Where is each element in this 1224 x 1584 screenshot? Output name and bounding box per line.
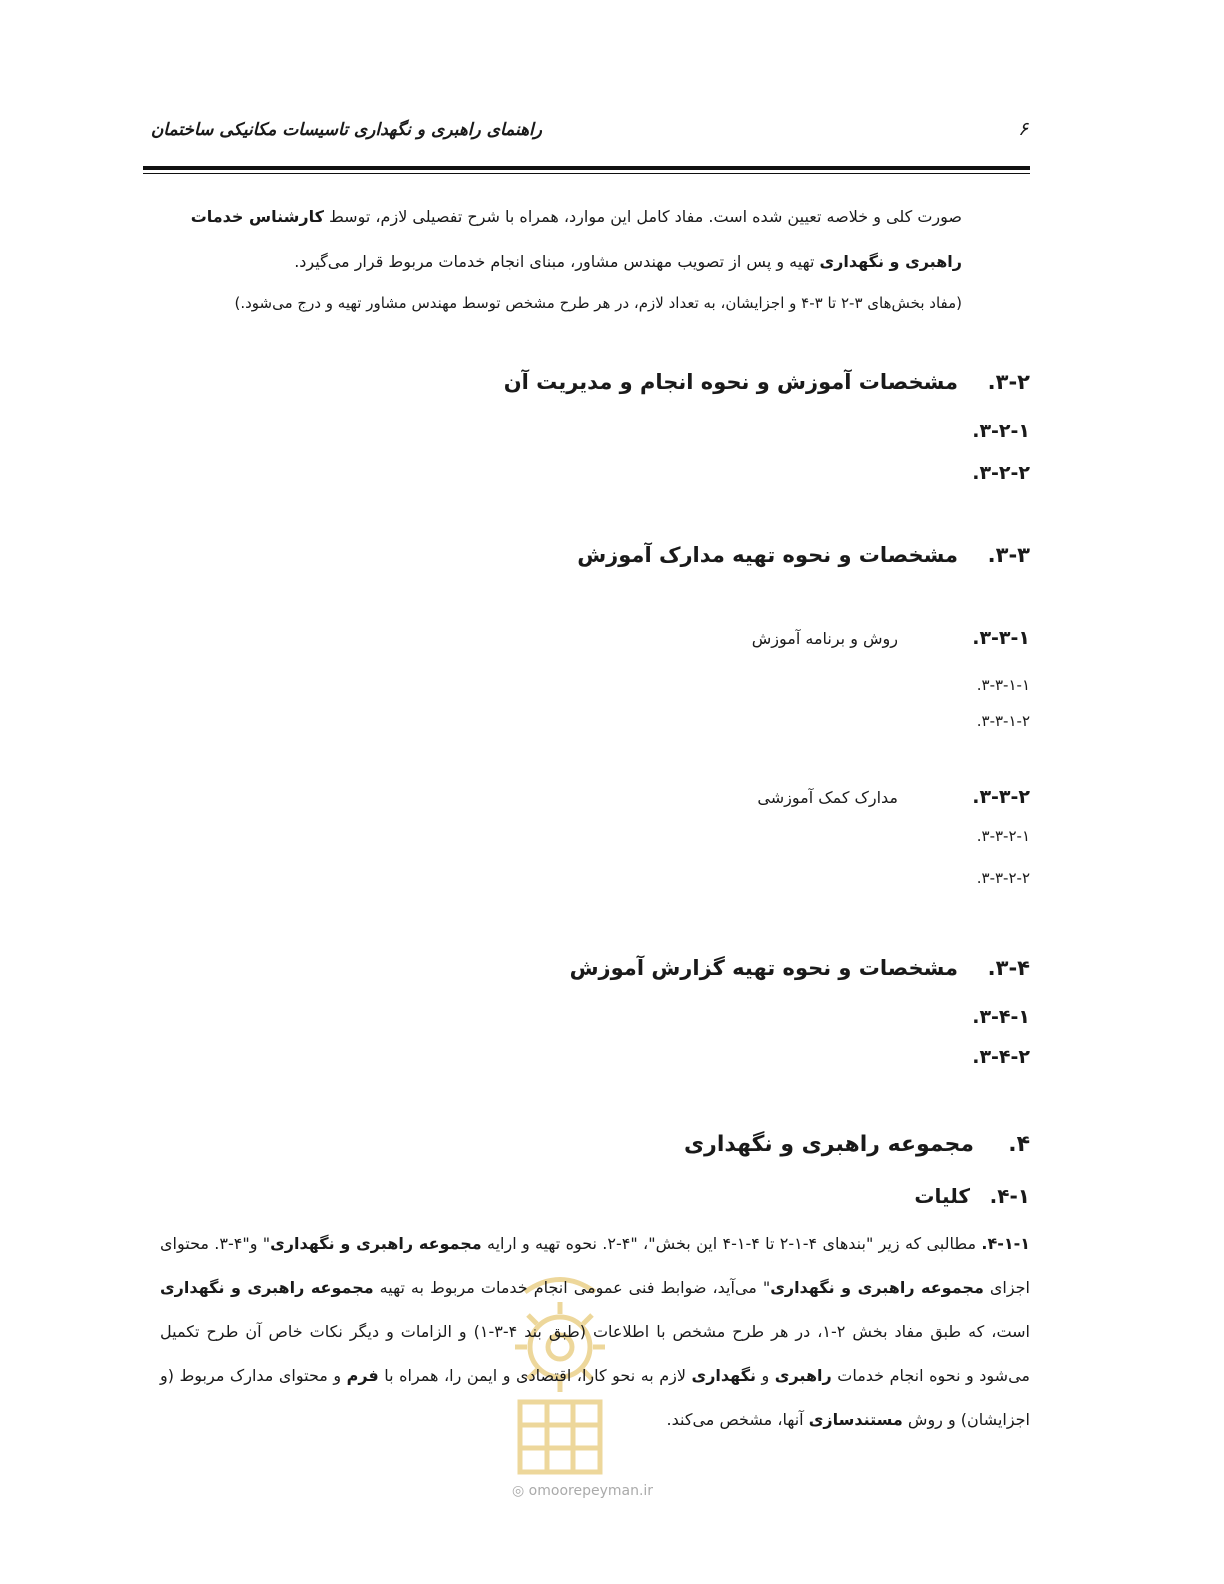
subheading-number: ۳-۳-۲. — [972, 786, 1030, 808]
paragraph-bold: مجموعه راهبری و نگهداری — [270, 1234, 482, 1253]
paragraph-bold: مجموعه راهبری و نگهداری — [770, 1278, 984, 1297]
intro-line-2 — [294, 252, 962, 271]
header-rule-thin — [143, 173, 1030, 174]
paragraph-text: " و"۴-۳. محتوای اجزای — [160, 1234, 1030, 1297]
heading-4 — [684, 1132, 1030, 1157]
subheading-3-3-1 — [752, 627, 1030, 649]
paragraph-text: مطالبی که زیر "بندهای ۴-۱-۲ تا ۴-۱-۴ این بخش"، "۴-۲. نحوه تهیه و ارایه — [481, 1234, 982, 1253]
item-3-3-2-2: ۳-۳-۲-۲. — [976, 869, 1030, 887]
intro-note: (مفاد بخش‌های ۳-۲ تا ۳-۴ و اجزایشان، به تعداد لازم، در هر طرح مشخص توسط مهندس مشاور تهیه و درج می‌شود.) — [234, 294, 962, 312]
intro-bold: کارشناس خدمات — [190, 207, 324, 226]
running-header-title: راهنمای راهبری و نگهداری تاسیسات مکانیکی ساختمان — [150, 120, 542, 140]
subheading-label: روش و برنامه آموزش — [751, 629, 898, 648]
heading-3-2 — [504, 370, 1030, 394]
intro-bold: راهبری و نگهداری — [819, 252, 962, 271]
paragraph-bold: فرم — [346, 1366, 379, 1385]
heading-4-1 — [914, 1184, 1030, 1208]
watermark-site-text: omoorepeyman.ir — [528, 1483, 654, 1499]
heading-number: ۳-۳. — [987, 543, 1030, 567]
paragraph-bold: راهبری — [774, 1366, 832, 1385]
heading-number: ۴. — [1008, 1132, 1030, 1157]
intro-text: صورت کلی و خلاصه تعیین شده است. مفاد کامل این موارد، همراه با شرح تفصیلی لازم، توسط — [323, 207, 962, 226]
paragraph-bold: مجموعه راهبری و نگهداری — [160, 1278, 374, 1297]
heading-text: مشخصات و نحوه تهیه گزارش آموزش — [569, 956, 958, 980]
item-3-3-1-2: ۳-۳-۱-۲. — [976, 712, 1030, 730]
item-3-3-2-1: ۳-۳-۲-۱. — [976, 827, 1030, 845]
intro-text: تهیه و پس از تصویب مهندس مشاور، مبنای انجام خدمات مربوط قرار می‌گیرد. — [294, 252, 820, 271]
paragraph-text: و محتوای مدارک مربوط (و اجزایشان) و روش — [160, 1366, 1030, 1429]
heading-3-3 — [577, 543, 1030, 567]
watermark-site: ◎ omoorepeyman.ir — [512, 1483, 654, 1499]
paragraph-text: " می‌آید، ضوابط فنی عمومی انجام خدمات مربوط به تهیه — [373, 1278, 771, 1297]
paragraph-bold: نگهداری — [691, 1366, 757, 1385]
item-3-4-1: ۳-۴-۱. — [972, 1006, 1030, 1028]
item-3-2-2: ۳-۲-۲. — [972, 462, 1030, 484]
paragraph-text: لازم به نحو کارا، اقتصادی و ایمن را، همراه با — [378, 1366, 692, 1385]
item-3-3-1-1: ۳-۳-۱-۱. — [976, 676, 1030, 694]
paragraph-4-1-1 — [160, 1222, 1030, 1442]
item-3-2-1: ۳-۲-۱. — [972, 420, 1030, 442]
heading-text: مشخصات آموزش و نحوه انجام و مدیریت آن — [503, 370, 958, 394]
item-3-4-2: ۳-۴-۲. — [972, 1046, 1030, 1068]
paragraph-text: و — [756, 1366, 775, 1385]
paragraph-number: ۴-۱-۱. — [981, 1234, 1031, 1253]
intro-line-1 — [191, 207, 962, 226]
paragraph-text: است، که طبق مفاد بخش ۲-۱، در هر طرح مشخص با اطلاعات (طبق بند ۴-۳-۱) و الزامات و دیگر نکات خاص آن طرح تکمیل می‌شود و نحوه انجام خدمات — [160, 1322, 1031, 1385]
heading-3-4 — [570, 956, 1030, 980]
header-rule-thick — [143, 166, 1030, 170]
heading-text: مجموعه راهبری و نگهداری — [684, 1132, 974, 1157]
page-number: ۶ — [1018, 118, 1029, 140]
heading-number: ۳-۲. — [987, 370, 1030, 394]
heading-text: کلیات — [914, 1184, 970, 1208]
paragraph-text: آنها، مشخص می‌کند. — [666, 1410, 809, 1429]
heading-number: ۳-۴. — [987, 956, 1030, 980]
heading-text: مشخصات و نحوه تهیه مدارک آموزش — [577, 543, 958, 567]
subheading-number: ۳-۳-۱. — [972, 627, 1030, 649]
paragraph-bold: مستندسازی — [808, 1410, 903, 1429]
heading-number: ۴-۱. — [989, 1184, 1030, 1208]
subheading-label: مدارک کمک آموزشی — [757, 788, 898, 807]
subheading-3-3-2 — [757, 786, 1030, 808]
